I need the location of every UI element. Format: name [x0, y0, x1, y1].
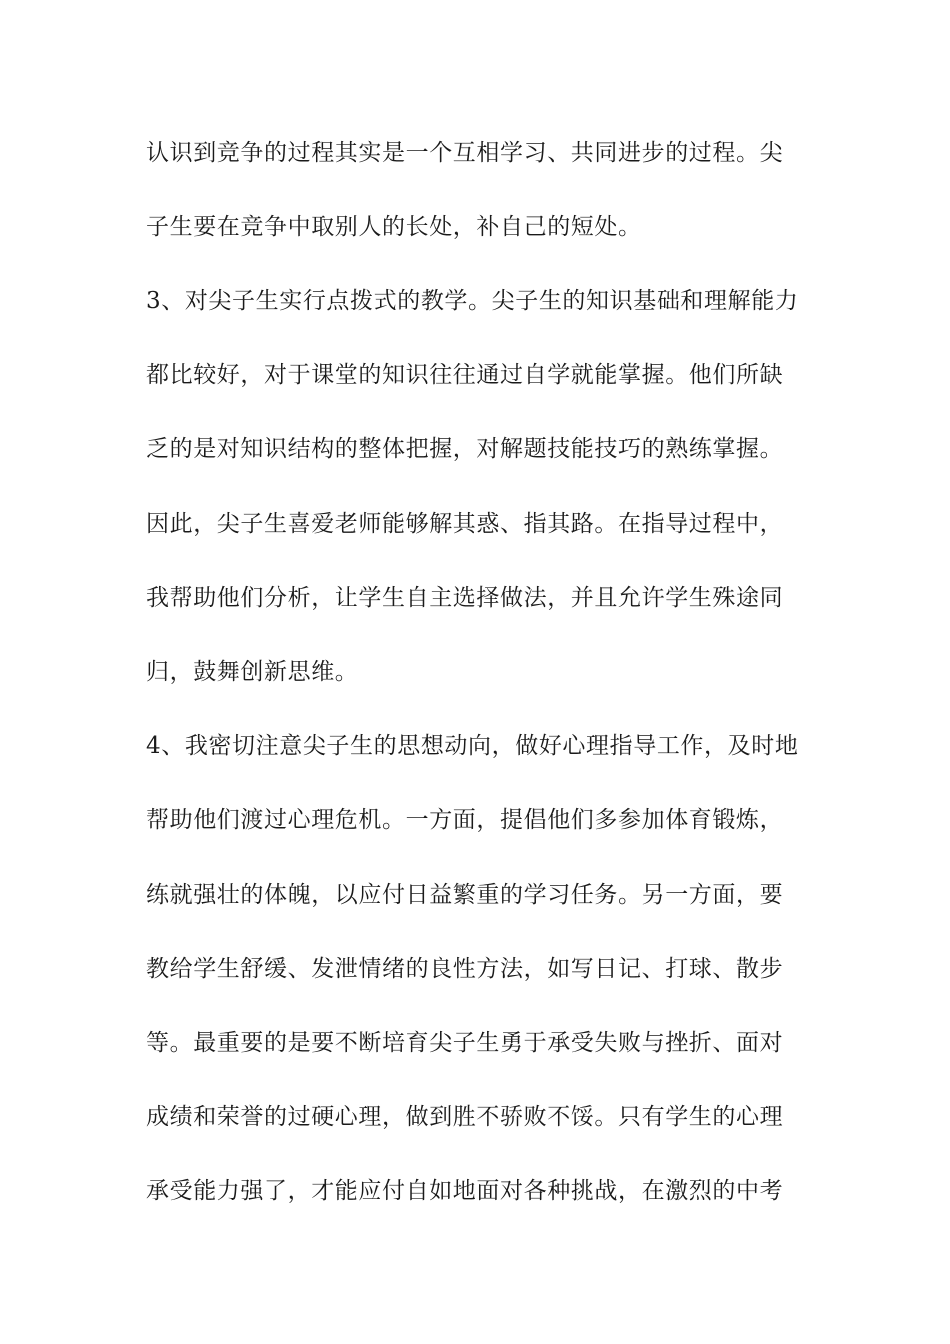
text-line-9: 4、我密切注意尖子生的思想动向，做好心理指导工作，及时地 — [146, 733, 799, 759]
text-line-6: 因此，尖子生喜爱老师能够解其惑、指其路。在指导过程中， — [146, 511, 784, 537]
text-line-3: 3、对尖子生实行点拨式的教学。尖子生的知识基础和理解能力 — [146, 288, 799, 314]
text-line-14: 成绩和荣誉的过硬心理，做到胜不骄败不馁。只有学生的心理 — [146, 1104, 784, 1130]
text-line-11: 练就强壮的体魄，以应付日益繁重的学习任务。另一方面，要 — [146, 882, 784, 908]
text-line-12: 教给学生舒缓、发泄情绪的良性方法，如写日记、打球、散步 — [146, 956, 784, 982]
text-line-2: 子生要在竞争中取别人的长处，补自己的短处。 — [146, 214, 642, 240]
text-line-5: 乏的是对知识结构的整体把握，对解题技能技巧的熟练掌握。 — [146, 436, 784, 462]
text-line-15: 承受能力强了，才能应付自如地面对各种挑战，在激烈的中考 — [146, 1178, 784, 1204]
text-line-4: 都比较好，对于课堂的知识往往通过自学就能掌握。他们所缺 — [146, 362, 784, 388]
text-line-10: 帮助他们渡过心理危机。一方面，提倡他们多参加体育锻炼， — [146, 807, 784, 833]
text-line-7: 我帮助他们分析，让学生自主选择做法，并且允许学生殊途同 — [146, 585, 784, 611]
text-line-8: 归，鼓舞创新思维。 — [146, 659, 359, 685]
text-line-1: 认识到竞争的过程其实是一个互相学习、共同进步的过程。尖 — [146, 140, 784, 166]
text-line-13: 等。最重要的是要不断培育尖子生勇于承受失败与挫折、面对 — [146, 1030, 784, 1056]
